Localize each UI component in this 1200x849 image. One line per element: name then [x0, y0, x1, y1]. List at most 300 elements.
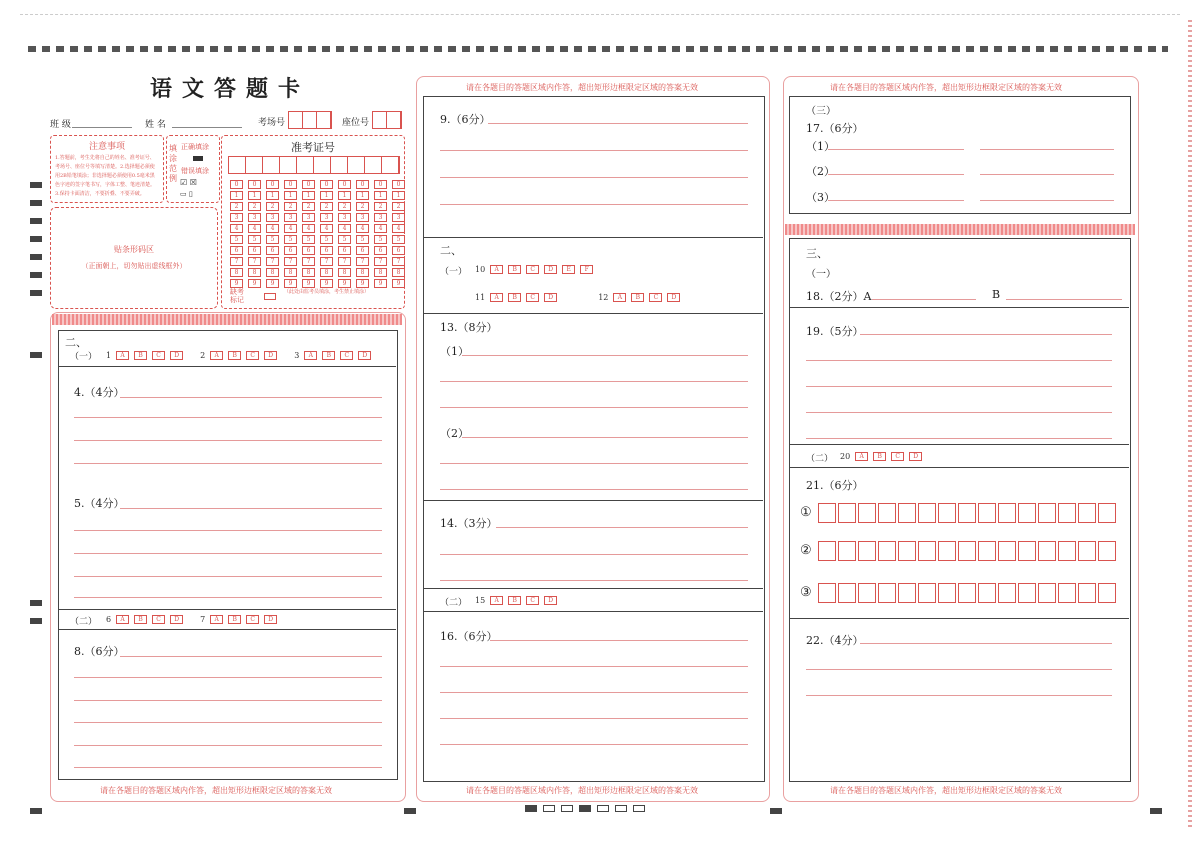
answer-line[interactable] — [120, 508, 382, 509]
option-bubble[interactable]: C — [891, 452, 904, 461]
exam-id-digit-grid[interactable] — [230, 180, 410, 288]
grid-cell[interactable] — [858, 583, 876, 603]
digit-bubble[interactable]: 9 — [284, 279, 297, 288]
digit-bubble[interactable]: 5 — [266, 235, 279, 244]
answer-line[interactable] — [440, 489, 748, 490]
grid-cell[interactable] — [998, 583, 1016, 603]
answer-line[interactable] — [74, 677, 382, 678]
answer-line[interactable] — [980, 200, 1114, 201]
digit-bubble[interactable]: 2 — [374, 202, 387, 211]
col2-part1-label: （一） — [440, 267, 468, 277]
wrong-fill-marks-2: ▭ ▯ — [180, 190, 193, 198]
divider — [789, 618, 1129, 619]
grid-cell[interactable] — [1098, 541, 1116, 561]
section2-label: 二、 — [65, 336, 87, 349]
scan-border-top — [20, 14, 1180, 16]
answer-line[interactable] — [74, 745, 382, 746]
digit-bubble[interactable]: 2 — [356, 202, 369, 211]
q16-label: 16.（6分） — [440, 630, 498, 643]
grid-cell[interactable] — [1058, 583, 1076, 603]
digit-bubble[interactable]: 9 — [248, 279, 261, 288]
digit-bubble[interactable]: 1 — [338, 191, 351, 200]
answer-line[interactable] — [440, 177, 748, 178]
digit-bubble[interactable]: 9 — [356, 279, 369, 288]
option-bubble[interactable]: A — [210, 615, 223, 624]
digit-bubble[interactable]: 2 — [338, 202, 351, 211]
option-bubble[interactable]: D — [544, 293, 557, 302]
digit-bubble[interactable]: 9 — [320, 279, 333, 288]
option-bubble[interactable]: C — [526, 265, 539, 274]
option-bubble[interactable]: A — [304, 351, 317, 360]
digit-bubble[interactable]: 7 — [266, 257, 279, 266]
mc-group-1-3[interactable] — [106, 351, 371, 360]
grid-cell[interactable] — [958, 503, 976, 523]
grid-cell[interactable] — [1018, 503, 1036, 523]
q21-c2: ② — [800, 543, 812, 558]
digit-bubble[interactable]: 3 — [320, 213, 333, 222]
digit-bubble[interactable]: 6 — [266, 246, 279, 255]
digit-bubble[interactable]: 6 — [392, 246, 405, 255]
answer-line[interactable] — [1006, 299, 1122, 300]
column3-band — [785, 224, 1135, 235]
grid-cell[interactable] — [878, 541, 896, 561]
option-bubble[interactable]: D — [170, 615, 183, 624]
grid-cell[interactable] — [1018, 583, 1036, 603]
option-bubble[interactable]: A — [210, 351, 223, 360]
answer-line[interactable] — [74, 463, 382, 464]
grid-cell[interactable] — [978, 541, 996, 561]
grid-cell[interactable] — [918, 583, 936, 603]
option-bubble[interactable]: C — [649, 293, 662, 302]
divider — [423, 313, 763, 314]
digit-bubble[interactable]: 2 — [266, 202, 279, 211]
digit-bubble[interactable]: 3 — [266, 213, 279, 222]
q21-c1: ① — [800, 505, 812, 520]
digit-bubble[interactable]: 8 — [248, 268, 261, 277]
answer-line[interactable] — [440, 580, 748, 581]
q17-s3: （3） — [806, 191, 835, 204]
option-bubble[interactable]: D — [544, 596, 557, 605]
option-bubble[interactable]: D — [264, 615, 277, 624]
col2-part2-label: （二） — [440, 598, 468, 608]
grid-cell[interactable] — [998, 503, 1016, 523]
divider — [423, 611, 763, 612]
absent-label: 缺考标记 — [230, 288, 244, 304]
option-bubble[interactable]: D — [170, 351, 183, 360]
card-title: 语文答题卡 — [150, 76, 311, 102]
q14-label: 14.（3分） — [440, 517, 498, 530]
timing-mark — [404, 808, 416, 814]
option-bubble[interactable]: C — [340, 351, 353, 360]
digit-bubble[interactable]: 0 — [266, 180, 279, 189]
answer-line[interactable] — [74, 597, 382, 598]
notice-title: 注意事项 — [88, 142, 125, 152]
digit-bubble[interactable]: 4 — [284, 224, 297, 233]
grid-cell[interactable] — [938, 503, 956, 523]
option-bubble[interactable]: C — [246, 351, 259, 360]
digit-bubble[interactable]: 2 — [230, 202, 243, 211]
grid-cell[interactable] — [838, 583, 856, 603]
digit-bubble[interactable]: 5 — [230, 235, 243, 244]
timing-mark — [30, 218, 42, 224]
digit-bubble[interactable]: 8 — [356, 268, 369, 277]
answer-line[interactable] — [488, 123, 748, 124]
option-bubble[interactable]: A — [613, 293, 626, 302]
answer-line[interactable] — [828, 149, 964, 150]
grid-cell[interactable] — [1078, 583, 1096, 603]
digit-bubble[interactable]: 1 — [230, 191, 243, 200]
answer-line[interactable] — [980, 149, 1114, 150]
option-bubble[interactable]: C — [246, 615, 259, 624]
writing-grid-2[interactable] — [818, 541, 1118, 561]
digit-bubble[interactable]: 9 — [302, 279, 315, 288]
room-boxes[interactable] — [288, 111, 332, 129]
digit-bubble[interactable]: 0 — [230, 180, 243, 189]
digit-bubble[interactable]: 3 — [284, 213, 297, 222]
digit-bubble[interactable]: 9 — [230, 279, 243, 288]
mc-group-10[interactable] — [475, 265, 593, 274]
option-bubble[interactable]: B — [508, 265, 521, 274]
grid-cell[interactable] — [818, 541, 836, 561]
grid-cell[interactable] — [878, 583, 896, 603]
digit-bubble[interactable]: 6 — [338, 246, 351, 255]
divider — [423, 500, 763, 501]
option-bubble[interactable]: C — [152, 615, 165, 624]
digit-bubble[interactable]: 1 — [248, 191, 261, 200]
option-bubble[interactable]: E — [562, 265, 575, 274]
answer-line[interactable] — [440, 554, 748, 555]
grid-cell[interactable] — [1078, 541, 1096, 561]
grid-cell[interactable] — [918, 503, 936, 523]
seat-label: 座位号 — [342, 118, 370, 128]
digit-bubble[interactable]: 7 — [284, 257, 297, 266]
grid-cell[interactable] — [898, 583, 916, 603]
grid-cell[interactable] — [838, 503, 856, 523]
answer-line[interactable] — [872, 299, 976, 300]
q5-label: 5.（4分） — [74, 497, 125, 510]
digit-bubble[interactable]: 7 — [248, 257, 261, 266]
digit-bubble[interactable]: 8 — [302, 268, 315, 277]
digit-bubble[interactable]: 8 — [320, 268, 333, 277]
digit-bubble[interactable]: 8 — [230, 268, 243, 277]
answer-line[interactable] — [980, 174, 1114, 175]
digit-bubble[interactable]: 0 — [284, 180, 297, 189]
option-bubble[interactable]: C — [526, 596, 539, 605]
answer-line[interactable] — [74, 530, 382, 531]
digit-bubble[interactable]: 0 — [338, 180, 351, 189]
digit-bubble[interactable]: 9 — [338, 279, 351, 288]
grid-cell[interactable] — [958, 541, 976, 561]
digit-bubble[interactable]: 6 — [230, 246, 243, 255]
digit-bubble[interactable]: 5 — [320, 235, 333, 244]
digit-bubble[interactable]: 7 — [302, 257, 315, 266]
option-bubble[interactable]: D — [544, 265, 557, 274]
timing-marks-top — [28, 46, 1168, 52]
digit-bubble[interactable]: 8 — [392, 268, 405, 277]
q22-label: 22.（4分） — [806, 634, 864, 647]
question-number: 20 — [840, 452, 851, 461]
option-bubble[interactable]: F — [580, 265, 593, 274]
grid-cell[interactable] — [1098, 583, 1116, 603]
option-bubble[interactable]: D — [264, 351, 277, 360]
grid-cell[interactable] — [1058, 503, 1076, 523]
exam-id-write-row[interactable] — [228, 156, 400, 174]
wrong-fill-marks: ☑ ☒ — [180, 178, 197, 187]
warning-top-col2: 请在各题目的答题区域内作答，超出矩形边框限定区域的答案无效 — [466, 83, 698, 92]
answer-line[interactable] — [806, 412, 1112, 413]
digit-bubble[interactable]: 2 — [284, 202, 297, 211]
grid-cell[interactable] — [898, 541, 916, 561]
digit-bubble[interactable]: 6 — [356, 246, 369, 255]
digit-bubble[interactable]: 8 — [374, 268, 387, 277]
digit-bubble[interactable]: 4 — [320, 224, 333, 233]
timing-mark — [30, 182, 42, 188]
digit-bubble[interactable]: 1 — [284, 191, 297, 200]
mc-group-6-7[interactable] — [106, 615, 277, 624]
digit-bubble[interactable]: 4 — [302, 224, 315, 233]
digit-bubble[interactable]: 2 — [248, 202, 261, 211]
digit-bubble[interactable]: 5 — [392, 235, 405, 244]
digit-bubble[interactable]: 0 — [374, 180, 387, 189]
answer-line[interactable] — [74, 440, 382, 441]
option-bubble[interactable]: B — [508, 596, 521, 605]
option-bubble[interactable]: C — [152, 351, 165, 360]
answer-line[interactable] — [440, 692, 748, 693]
digit-bubble[interactable]: 5 — [374, 235, 387, 244]
digit-bubble[interactable]: 1 — [392, 191, 405, 200]
digit-bubble[interactable]: 2 — [302, 202, 315, 211]
grid-cell[interactable] — [1098, 503, 1116, 523]
q4-label: 4.（4分） — [74, 386, 125, 399]
grid-cell[interactable] — [978, 503, 996, 523]
timing-mark — [1150, 808, 1162, 814]
name-field[interactable] — [172, 127, 242, 128]
option-bubble[interactable]: B — [322, 351, 335, 360]
answer-line[interactable] — [490, 640, 748, 641]
digit-bubble[interactable]: 3 — [230, 213, 243, 222]
answer-line[interactable] — [462, 355, 748, 356]
digit-bubble[interactable]: 3 — [392, 213, 405, 222]
col3-section3-label: 三、 — [806, 247, 828, 260]
option-bubble[interactable]: C — [526, 293, 539, 302]
digit-bubble[interactable]: 9 — [374, 279, 387, 288]
digit-bubble[interactable]: 4 — [374, 224, 387, 233]
option-bubble[interactable]: D — [667, 293, 680, 302]
option-bubble[interactable]: A — [490, 265, 503, 274]
answer-line[interactable] — [462, 437, 748, 438]
digit-bubble[interactable]: 1 — [374, 191, 387, 200]
digit-bubble[interactable]: 6 — [374, 246, 387, 255]
digit-bubble[interactable]: 1 — [356, 191, 369, 200]
grid-cell[interactable] — [938, 541, 956, 561]
answer-line[interactable] — [806, 438, 1112, 439]
grid-cell[interactable] — [1038, 541, 1056, 561]
option-bubble[interactable]: B — [631, 293, 644, 302]
digit-bubble[interactable]: 0 — [392, 180, 405, 189]
question-number: 7 — [200, 615, 206, 624]
digit-bubble[interactable]: 9 — [392, 279, 405, 288]
timing-mark — [30, 808, 42, 814]
divider — [789, 307, 1129, 308]
digit-bubble[interactable]: 3 — [248, 213, 261, 222]
digit-bubble[interactable]: 6 — [248, 246, 261, 255]
option-bubble[interactable]: A — [116, 351, 129, 360]
answer-line[interactable] — [440, 463, 748, 464]
digit-bubble[interactable]: 5 — [284, 235, 297, 244]
grid-cell[interactable] — [998, 541, 1016, 561]
answer-line[interactable] — [806, 360, 1112, 361]
seat-boxes[interactable] — [372, 111, 402, 129]
digit-bubble[interactable]: 6 — [284, 246, 297, 255]
answer-line[interactable] — [74, 417, 382, 418]
mc-group-11-12[interactable] — [475, 293, 680, 302]
digit-bubble[interactable]: 1 — [320, 191, 333, 200]
digit-bubble[interactable]: 4 — [338, 224, 351, 233]
option-bubble[interactable]: A — [855, 452, 868, 461]
digit-bubble[interactable]: 8 — [338, 268, 351, 277]
answer-line[interactable] — [806, 669, 1112, 670]
exam-id-title: 准考证号 — [291, 141, 335, 154]
digit-bubble[interactable]: 3 — [356, 213, 369, 222]
grid-cell[interactable] — [1058, 541, 1076, 561]
timing-mark — [30, 254, 42, 260]
digit-bubble[interactable]: 4 — [230, 224, 243, 233]
digit-bubble[interactable]: 7 — [320, 257, 333, 266]
answer-line[interactable] — [860, 334, 1112, 335]
grid-cell[interactable] — [1038, 583, 1056, 603]
grid-cell[interactable] — [818, 583, 836, 603]
writing-grid-3[interactable] — [818, 583, 1118, 603]
answer-line[interactable] — [74, 700, 382, 701]
answer-line[interactable] — [120, 656, 382, 657]
option-bubble[interactable]: B — [508, 293, 521, 302]
digit-bubble[interactable]: 8 — [266, 268, 279, 277]
option-bubble[interactable]: D — [358, 351, 371, 360]
grid-cell[interactable] — [818, 503, 836, 523]
digit-bubble[interactable]: 5 — [356, 235, 369, 244]
part3-label: （三） — [806, 106, 836, 117]
exam-id-box — [221, 135, 405, 309]
answer-line[interactable] — [74, 553, 382, 554]
writing-grid-1[interactable] — [818, 503, 1118, 523]
grid-cell[interactable] — [898, 503, 916, 523]
digit-bubble[interactable]: 7 — [356, 257, 369, 266]
answer-line[interactable] — [828, 200, 964, 201]
grid-cell[interactable] — [978, 583, 996, 603]
digit-bubble[interactable]: 0 — [248, 180, 261, 189]
column2-box — [423, 96, 765, 782]
divider — [423, 237, 763, 238]
digit-bubble[interactable]: 7 — [374, 257, 387, 266]
digit-bubble[interactable]: 4 — [248, 224, 261, 233]
option-bubble[interactable]: B — [228, 615, 241, 624]
digit-bubble[interactable]: 9 — [266, 279, 279, 288]
digit-bubble[interactable]: 3 — [338, 213, 351, 222]
digit-bubble[interactable]: 0 — [320, 180, 333, 189]
digit-bubble[interactable]: 3 — [302, 213, 315, 222]
answer-line[interactable] — [440, 666, 748, 667]
digit-bubble[interactable]: 2 — [392, 202, 405, 211]
digit-bubble[interactable]: 1 — [266, 191, 279, 200]
grid-cell[interactable] — [918, 541, 936, 561]
digit-bubble[interactable]: 7 — [392, 257, 405, 266]
absent-note: （此处由监考员填涂，考生禁止填涂） — [284, 289, 370, 295]
divider — [58, 609, 396, 610]
class-field[interactable] — [72, 127, 132, 128]
digit-bubble[interactable]: 1 — [302, 191, 315, 200]
scan-border-right — [1188, 20, 1192, 830]
answer-line[interactable] — [806, 386, 1112, 387]
answer-line[interactable] — [120, 397, 382, 398]
answer-line[interactable] — [440, 718, 748, 719]
digit-bubble[interactable]: 4 — [392, 224, 405, 233]
mc-group-20[interactable] — [840, 452, 922, 461]
q9-label: 9.（6分） — [440, 113, 491, 126]
answer-line[interactable] — [74, 767, 382, 768]
option-bubble[interactable]: B — [134, 351, 147, 360]
timing-mark — [30, 618, 42, 624]
option-bubble[interactable]: A — [490, 596, 503, 605]
digit-bubble[interactable]: 5 — [338, 235, 351, 244]
answer-line[interactable] — [828, 174, 964, 175]
answer-line[interactable] — [440, 381, 748, 382]
answer-line[interactable] — [806, 695, 1112, 696]
digit-bubble[interactable]: 5 — [248, 235, 261, 244]
option-bubble[interactable]: B — [873, 452, 886, 461]
option-bubble[interactable]: B — [228, 351, 241, 360]
digit-bubble[interactable]: 2 — [320, 202, 333, 211]
digit-bubble[interactable]: 7 — [338, 257, 351, 266]
answer-line[interactable] — [74, 576, 382, 577]
grid-cell[interactable] — [1038, 503, 1056, 523]
grid-cell[interactable] — [958, 583, 976, 603]
digit-bubble[interactable]: 4 — [266, 224, 279, 233]
digit-bubble[interactable]: 5 — [302, 235, 315, 244]
digit-bubble[interactable]: 6 — [302, 246, 315, 255]
option-bubble[interactable]: A — [490, 293, 503, 302]
option-bubble[interactable]: A — [116, 615, 129, 624]
digit-bubble[interactable]: 7 — [230, 257, 243, 266]
grid-cell[interactable] — [838, 541, 856, 561]
grid-cell[interactable] — [1018, 541, 1036, 561]
answer-line[interactable] — [440, 407, 748, 408]
answer-line[interactable] — [860, 643, 1112, 644]
digit-bubble[interactable]: 8 — [284, 268, 297, 277]
answer-line[interactable] — [440, 744, 748, 745]
answer-line[interactable] — [440, 150, 748, 151]
mc-group-15[interactable] — [475, 596, 557, 605]
digit-bubble[interactable]: 6 — [320, 246, 333, 255]
grid-cell[interactable] — [858, 541, 876, 561]
digit-bubble[interactable]: 3 — [374, 213, 387, 222]
grid-cell[interactable] — [938, 583, 956, 603]
option-bubble[interactable]: B — [134, 615, 147, 624]
digit-bubble[interactable]: 4 — [356, 224, 369, 233]
digit-bubble[interactable]: 0 — [356, 180, 369, 189]
option-bubble[interactable]: D — [909, 452, 922, 461]
absent-box[interactable] — [264, 293, 276, 300]
warning-top-col3: 请在各题目的答题区域内作答，超出矩形边框限定区域的答案无效 — [830, 83, 1062, 92]
correct-fill-mark — [193, 156, 203, 161]
grid-cell[interactable] — [858, 503, 876, 523]
answer-line[interactable] — [496, 527, 748, 528]
answer-line[interactable] — [440, 204, 748, 205]
grid-cell[interactable] — [878, 503, 896, 523]
digit-bubble[interactable]: 0 — [302, 180, 315, 189]
answer-line[interactable] — [74, 722, 382, 723]
grid-cell[interactable] — [1078, 503, 1096, 523]
q13-sub2: （2） — [440, 427, 469, 440]
